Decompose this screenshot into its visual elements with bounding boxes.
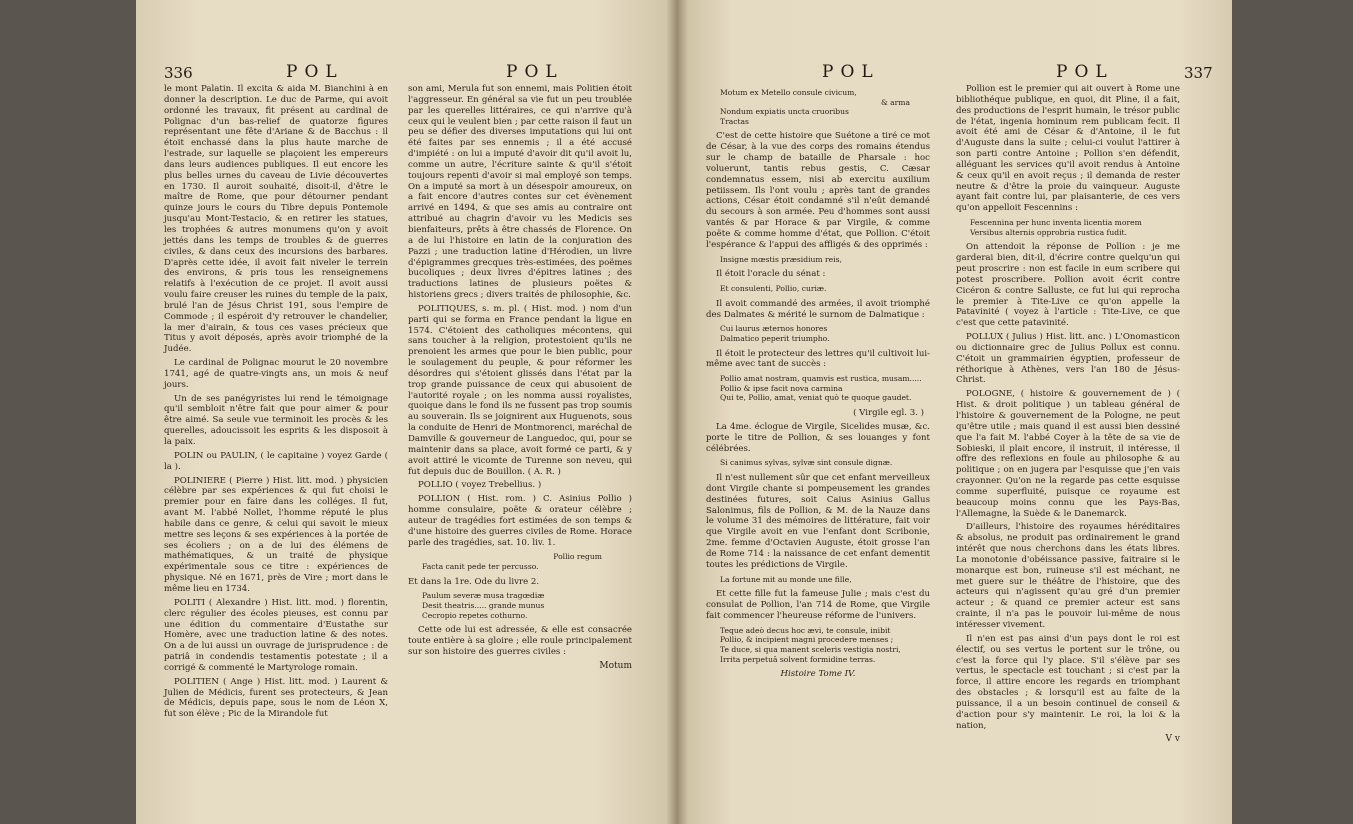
verse-line: La fortune mit au monde une fille, — [720, 574, 852, 584]
paragraph: le mont Palatin. Il excita & aida M. Bianchini à en donner la description. Le duc de Parme, qui avoit ordonné les travaux, fit présent au cardinal de Polignac d'un bas-relief de quatorze figures représentant une fête d'Ariane & de Bacchus : il étoit enchassé dans la plus haute marche de l'estrade, sur laquelle se plaçoient les empereurs dans leurs audiences publiques. Il eut encore les plus belles urnes du caveau de Livie découvertes en 1730. Il auroit souhaité, disoit-il, d'être le maître de Rome, que pour détourner pendant quinze jours le cours du Tibre depuis Pontemole jusqu'au Mont-Testacio, & en retirer les statues, les trophées & autres monumens qu'on y avoit jettés dans les temps de troubles & de guerres civiles, & dans ceux des incursions des barbares. D'après cette idée, il avoit fait niveler le terrein des environs, & pris tous les renseignemens relatifs à l'exécution de ce projet. Il avoit aussi voulu faire creuser les ruines du temple de la paix, brulé l'an de Jésus Christ 191, sous l'empire de Commode ; il espéroit d'y retrouver le chandelier, la mer d'airain, & tous ces vases précieux que Titus y avoit déposés, après avoir triomphé de la Judée. — [164, 84, 388, 355]
right-page — [676, 0, 1232, 824]
verse-quote — [422, 552, 632, 571]
left-column-2 — [408, 84, 632, 672]
entry-polin: POLIN ou PAULIN, ( le capitaine ) voyez Garde ( la ). — [164, 450, 388, 472]
paragraph: Cette ode lui est adressée, & elle est consacrée toute entière à sa gloire ; elle roule principalement sur son histoire des guerres civiles : — [408, 625, 632, 657]
verse-line: Cecropio repetes cothurno. — [422, 610, 528, 620]
verse-line: Nondum expiatis uncta cruoribus — [720, 107, 849, 117]
paragraph: Et cette fille fut la fameuse Julie ; mais c'est du consulat de Pollion, l'an 714 de Rome, que Virgile fait commencer l'heureuse réforme de l'univers. — [706, 589, 930, 621]
paragraph: Il avoit commandé des armées, il avoit triomphé des Dalmates & mérité le surnom de Dalmatique : — [706, 298, 930, 320]
verse-line: Fescennina per hunc inventa licentia morem — [970, 218, 1142, 228]
paragraph: Il étoit le protecteur des lettres qu'il cultivoit lui-même avec tant de succès : — [706, 348, 930, 370]
page-number-right: 337 — [1184, 64, 1213, 82]
book-gutter — [666, 0, 688, 824]
verse-line: Tractas — [720, 116, 749, 126]
paragraph: D'ailleurs, l'histoire des royaumes héréditaires & absolus, ne produit pas ordinairement le grand intérêt que nous cherchons dans les états libres. La monotonie d'obéissance passive, faitraire si le monarque est bon, ruineuse s'il est méchant, ne met guere sur le théâtre de l'histoire, que des acteurs qui n'agissent qu'au gré d'un premier acteur ; & quand ce premier acteur est sans crainte, il n'a pas le pouvoir lui-même de nous intéresser vivement. — [956, 522, 1180, 630]
running-head-right: POL — [822, 62, 880, 82]
running-head-left-2: POL — [506, 62, 564, 82]
paragraph: Il étoit l'oracle du sénat : — [716, 269, 826, 280]
paragraph: Et dans la 1re. Ode du livre 2. — [408, 576, 540, 587]
verse-quote — [720, 458, 930, 468]
verse-line: Pollio regum — [553, 552, 602, 562]
verse-line: Pollio amat nostram, quamvis est rustica, musam..... — [720, 374, 922, 384]
verse-line: Facta canit pede ter percusso. — [422, 562, 539, 572]
running-head-right-2: POL — [1056, 62, 1114, 82]
verse-line: Cui laurus æternos honores — [720, 324, 828, 334]
entry-politien: POLITIEN ( Ange ) Hist. litt. mod. ) Laurent & Julien de Médicis, furent ses protecteurs, & Jean de Médicis, depuis pape, sous le nom de Léon X, fut son élève ; Pic de la Mirandole fut — [164, 676, 388, 720]
verse-line: Insigne mœstis præsidium reis, — [720, 254, 842, 264]
verse-quote — [720, 374, 930, 403]
verse-line: Te duce, si qua manent sceleris vestigia nostri, — [720, 644, 901, 654]
verse-quote — [720, 626, 930, 664]
verse-quote — [422, 591, 632, 620]
signature-mark: V v — [1165, 734, 1180, 745]
verse-line: & arma — [880, 97, 910, 107]
verse-quote — [720, 284, 930, 294]
verse-line: Motum ex Metello consule civicum, — [720, 88, 857, 97]
verse-quote — [970, 218, 1180, 237]
entry-pollux: POLLUX ( Julius ) Hist. litt. anc. ) L'Onomasticon ou dictionnaire grec de Julius Pollux est connu. C'étoit un grammairien égyptien, professeur de réthorique à Athènes, vers l'an 180 de Jésus-Christ. — [956, 332, 1180, 386]
verse-quote — [720, 575, 930, 585]
verse-line: Irrita perpetuâ solvent formidine terras. — [720, 654, 876, 664]
entry-poliniere: POLINIERE ( Pierre ) Hist. litt. mod. ) physicien célèbre par ses expériences & qui fut choisi le premier pour en faire dans les colléges. Il fut, avant M. l'abbé Nollet, l'homme réputé le plus habile dans ce genre, & celui qui savoit le mieux mettre ses leçons & ses expériences à la portée de ses écoliers ; on a de lui des élémens de mathématiques, & un traité de physique expérimentale sous ce titre : expériences de physique. Né en 1671, près de Vire ; mort dans le même lieu en 1734. — [164, 475, 388, 594]
page-number-left: 336 — [164, 64, 193, 82]
verse-line: Qui te, Pollio, amat, veniat quò te quoque gaudet. — [720, 393, 912, 403]
entry-pollio: POLLIO ( voyez Trebellius. ) — [418, 480, 542, 491]
verse-line: Versibus alternis opprobria rustica fudit. — [970, 227, 1127, 237]
paragraph: Un de ses panégyristes lui rend le témoignage qu'il sembloit n'être fait que pour aimer & pour être aimé. Sa seule vue terminoit les procès & les querelles, adoucissoit les esprits & les disposoit à la paix. — [164, 393, 388, 447]
verse-line: Dalmatico peperit triumpho. — [720, 333, 830, 343]
paragraph: C'est de cette histoire que Suétone a tiré ce mot de César, à la vue des corps des romains étendus sur le champ de bataille de Pharsale : hoc voluerunt, tantis rebus gestis, C. Cæsar condemnatus essem, nisi ab exercitu auxilium petiissem. Ils l'ont voulu ; après tant de grandes actions, César étoit condamné s'il n'eût demandé du secours à son armée. Peu d'hommes sont aussi vantés & par Horace & par Virgile, & comme poëte & comme homme d'état, que Pollion. C'étoit l'espérance & l'appui des affligés & des opprimés : — [706, 131, 930, 250]
verse-line: Si canimus sylvas, sylvæ sint consule dignæ. — [720, 458, 893, 468]
verse-line: Pollio, & incipient magni procedere menses ; — [720, 635, 894, 645]
right-column-1 — [706, 84, 930, 683]
verse-line: Desit theatris..... grande munus — [422, 601, 545, 611]
verse-line: Teque adeò decus hoc ævi, te consule, inibit — [720, 625, 891, 635]
entry-pologne: POLOGNE, ( histoire & gouvernement de ) ( Hist. & droit politique ) un tableau général de l'histoire & gouvernement de la Pologne, ne peut qu'être utile ; mais quand il est aussi bien dessiné que l'a fait M. l'abbé Coyer à la tête de sa vie de Sobieski, il plait encore, il instruit, il intéresse, il offre des reflexions en foule au philosophe & au politique ; on en jugera par l'esquisse que j'en vais crayonner. Qu'on ne la regarde pas cette esquisse comme superfluité, puisque ce royaume est beaucoup moins connu que les Pays-Bas, l'Allemagne, la Suède & le Danemarck. — [956, 389, 1180, 519]
paragraph: La 4me. éclogue de Virgile, Sicelides musæ, &c. porte le titre de Pollion, & ses louanges y font célébrées. — [706, 421, 930, 454]
verse-quote — [720, 255, 930, 265]
volume-footer: Histoire Tome IV. — [780, 669, 856, 680]
verse-line: Paulum severæ musa tragœdiæ — [422, 591, 545, 601]
entry-politi: POLITI ( Alexandre ) Hist. litt. mod. ) florentin, clerc régulier des écoles pieuses, est connu par une édition du commentaire d'Eustathe sur Homère, avec une traduction latine & des notes. On a de lui aussi un ouvrage de jurisprudence : de patriâ in condendis testamentis potestate ; il a corrigé & commenté le Martyrologe romain. — [164, 597, 388, 673]
verse-line: Et consulenti, Pollio, curiæ. — [720, 284, 827, 294]
paragraph: On attendoit la réponse de Pollion : je me garderai bien, dit-il, d'écrire contre quelqu'un qui peut proscrire : non est facile in eum scribere qui potest proscribere. Pollion avoit écrit contre Cicéron & contre Salluste, ce fut lui qui reprocha le premier à Tite-Live ce qu'on appelle la Patavinité ( voyez à l'article : Tite-Live, ce que c'est que cette patavinité. — [956, 242, 1180, 329]
paragraph: Il n'est nullement sûr que cet enfant merveilleux dont Virgile chante si pompeusement les grandes destinées futures, soit Caius Asinius Gallus Salonimus, fils de Pollion, & M. de la Nauze dans le volume 31 des mémoires de littérature, fait voir que Virgile avoit en vue l'enfant dont Scribonie, 2me. femme d'Octavien Auguste, étoit grosse l'an de Rome 714 : la naissance de cet enfant dementit toutes les prédictions de Virgile. — [706, 473, 930, 570]
paragraph: Il n'en est pas ainsi d'un pays dont le roi est électif, ou ses vertus le portent sur le trône, ou c'est la force qui l'y place. S'il s'élève par ses vertus, le spectacle est touchant ; si c'est par la force, il attire encore les regards en triomphant des obstacles ; & lorsqu'il est au faîte de la puissance, il a un besoin continuel de conseil & d'action pour s'y maintenir. Le roi, la loi & la nation, — [956, 633, 1180, 731]
paragraph: Pollion est le premier qui ait ouvert à Rome une bibliothéque publique, en quoi, dit Pline, il a fait, des productions de l'esprit humain, le trésor public de l'état, ingenia hominum rem publicam fecit. Il avoit été ami de César & d'Antoine, il le fut d'Auguste dans la suite ; celui-ci voulut l'attirer à son parti contre Antoine ; Pollion s'en défendit, alléguant les services qu'il avoit rendus à Antoine & ceux qu'il en avoit reçus ; il demanda de rester neutre & d'être la proie du vainqueur. Auguste ayant fait contre lui, par plaisanterie, de ces vers qu'on appelloit Fescennins : — [956, 84, 1180, 214]
entry-pollion: POLLION ( Hist. rom. ) C. Asinius Pollio ) homme consulaire, poëte & orateur célèbre ; auteur de tragédies fort estimées de son temps & d'une histoire des guerres civiles de Rome. Horace parle des tragédies, sat. 10. liv. 1. — [408, 494, 632, 548]
paragraph: Le cardinal de Polignac mourut le 20 novembre 1741, agé de quatre-vingts ans, un mois & neuf jours. — [164, 358, 388, 390]
running-head-left: POL — [286, 62, 344, 82]
right-column-2 — [956, 84, 1180, 745]
left-page — [136, 0, 676, 824]
verse-quote — [720, 88, 930, 126]
verse-line: Pollio & ipse facit nova carmina — [720, 383, 843, 393]
left-column-1 — [164, 84, 388, 723]
citation: ( Virgile egl. 3. ) — [853, 408, 924, 419]
verse-quote — [720, 324, 930, 343]
paragraph: son ami, Merula fut son ennemi, mais Politien étoit l'aggresseur. En général sa vie fut un peu troublée par les querelles littéraires, ce qui n'arrive qu'à ceux qui le veulent bien ; par cette raison il faut un peu se défier des diverses imputations qui lui ont été faites par ses ennemis ; il a été accusé d'impiété : on lui a imputé d'avoir dit qu'il avoit lu, comme un autre, l'écriture sainte & qu'il s'étoit toujours repenti d'avoir si mal employé son temps. On a imputé sa mort à un désespoir amoureux, on a fait encore d'autres contes sur cet évènement arrivé en 1494, & que ses amis au contraire ont attribué au chagrin d'avoir vu les Medicis ses bienfaiteurs, prêts à être chassés de Florence. On a de lui l'histoire en latin de la conjuration des Pazzi ; une traduction latine d'Hérodien, un livre d'épigrammes grecques très-estimées, des poëmes bucoliques ; deux livres d'épitres latines ; des traductions latines de plusieurs poëtes & historiens grecs ; divers traités de philosophie, &c. — [408, 84, 632, 301]
entry-politiques: POLITIQUES, s. m. pl. ( Hist. mod. ) nom d'un parti qui se forma en France pendant la ligue en 1574. C'étoient des catholiques mécontens, qui sans toucher à la religion, protestoient qu'ils ne prenoient les armes que pour le bien public, pour le soulagement du peuple, & pour réformer les désordres qui s'étoient glissés dans l'état par la trop grande puissance de ceux qui abusoient de l'autorité royale ; on les nomma aussi royalistes, quoique dans le fond ils ne fussent pas trop soumis au souverain. Ils se joignirent aux Huguenots, sous la conduite de Henri de Montmorenci, maréchal de Damville & gouverneur de Languedoc, qui, pour se maintenir dans sa place, avoit formé ce parti, & y avoit attiré le vicomte de Turenne son neveu, qui fut depuis duc de Bouillon. ( A. R. ) — [408, 303, 632, 477]
catchword: Motum — [599, 660, 632, 671]
